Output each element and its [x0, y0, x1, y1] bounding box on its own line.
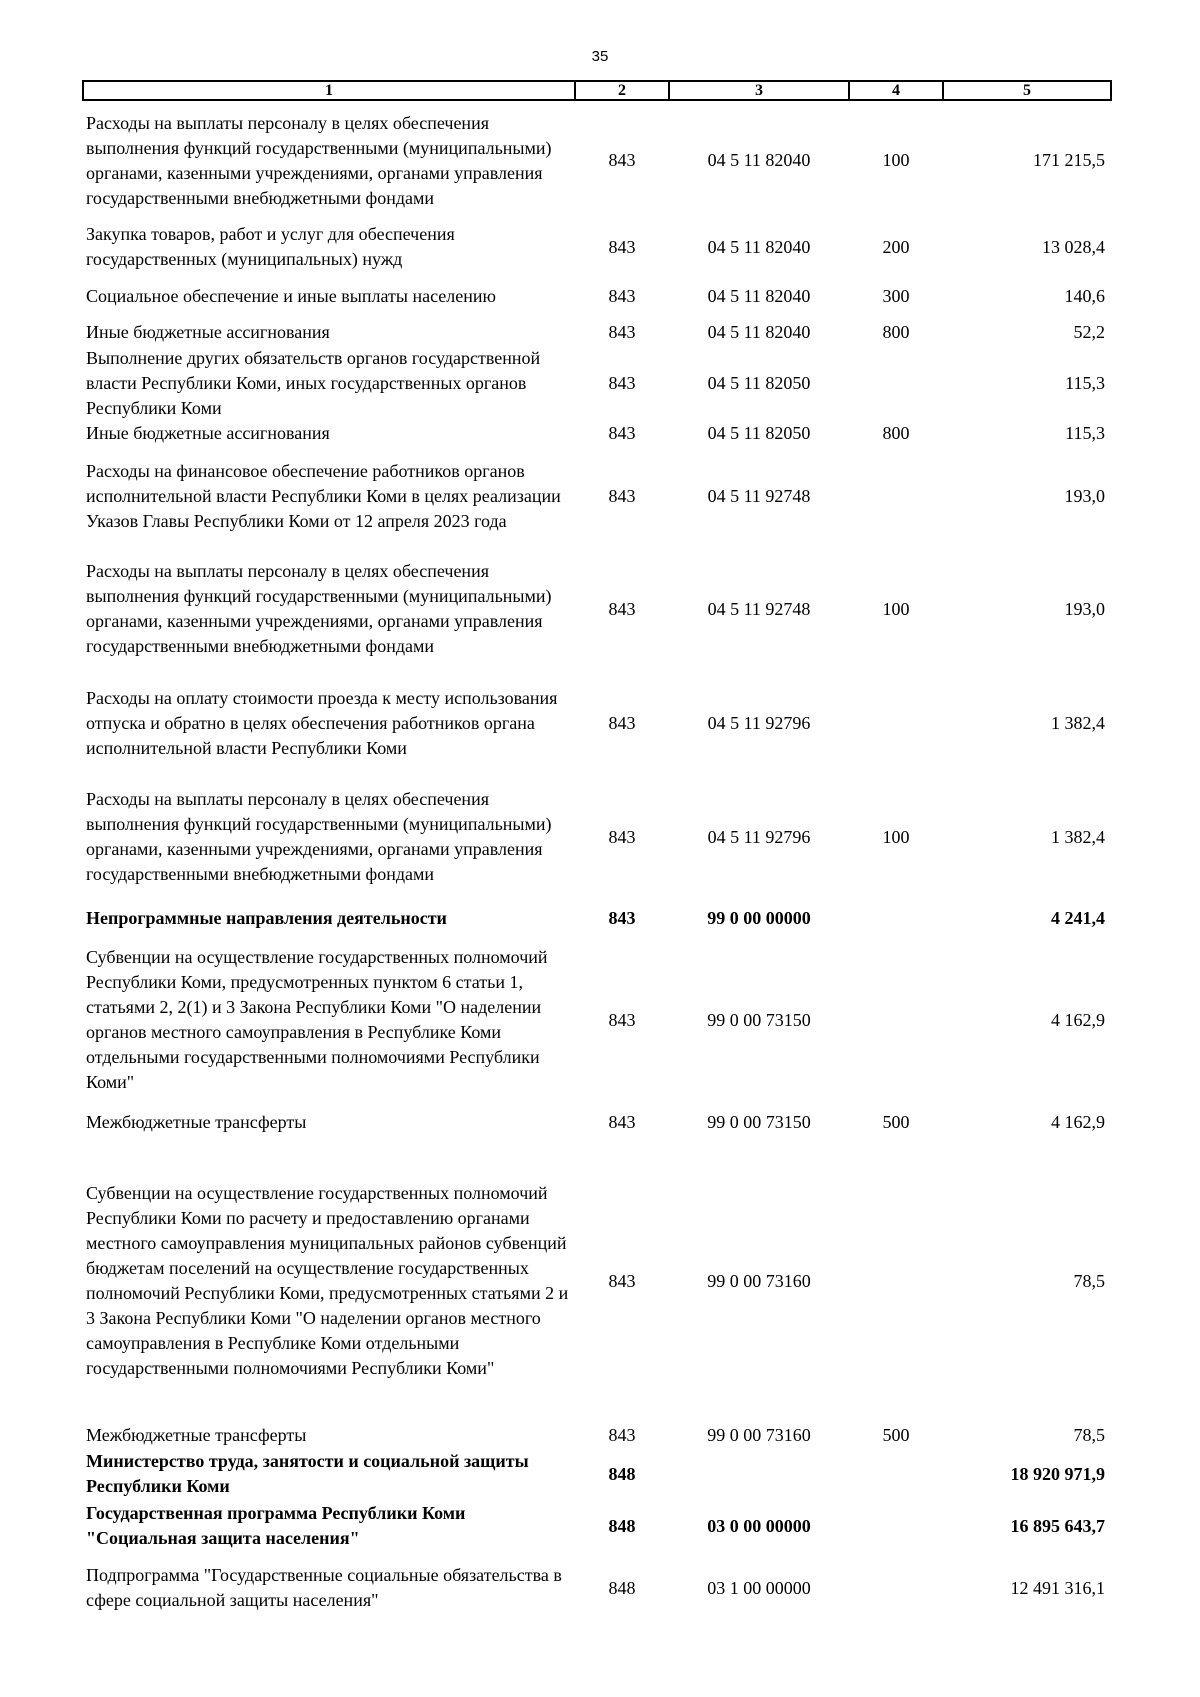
row-code: 843	[608, 1270, 636, 1291]
table-row	[83, 446, 1111, 546]
row-exptype	[849, 446, 943, 546]
row-exptype: 500	[882, 1111, 910, 1132]
row-exptype: 200	[882, 236, 910, 257]
row-target: 04 5 11 92796	[707, 826, 811, 847]
row-exptype: 100	[882, 598, 910, 619]
header-row	[83, 81, 1111, 100]
table-row	[83, 546, 1111, 672]
row-exptype	[849, 1448, 943, 1500]
row-name: Подпрограмма "Государственные социальные обязательства в сфере социальной защиты населения"	[86, 1565, 562, 1610]
row-code: 843	[608, 236, 636, 257]
row-target: 04 5 11 82050	[707, 373, 811, 393]
row-name: Социальное обеспечение и иные выплаты населению	[86, 285, 496, 306]
table-row	[83, 900, 1111, 936]
row-target: 04 5 11 82040	[707, 236, 811, 257]
row-name: Иные бюджетные ассигнования	[86, 321, 330, 342]
row-exptype	[849, 900, 943, 936]
row-amount: 52,2	[1073, 321, 1105, 342]
row-code: 843	[608, 1111, 636, 1132]
table-row	[83, 100, 1111, 220]
table-row	[83, 1448, 1111, 1500]
row-amount: 193,0	[1064, 598, 1105, 619]
row-target: 04 5 11 82040	[707, 285, 811, 306]
row-code: 843	[608, 423, 636, 443]
row-target: 99 0 00 73160	[707, 1270, 811, 1291]
row-amount: 193,0	[1064, 485, 1105, 506]
row-target: 03 0 00 00000	[707, 1515, 811, 1536]
row-name: Выполнение других обязательств органов государственной власти Республики Коми, иных государственных органов Республики Коми	[86, 348, 541, 418]
table-row	[83, 274, 1111, 318]
row-target: 04 5 11 92748	[707, 485, 811, 506]
row-code: 848	[608, 1515, 636, 1536]
table-row	[83, 1104, 1111, 1140]
row-name: Расходы на выплаты персоналу в целях обеспечения выполнения функций государственными (муниципальными) органами, казенными учреждениями, органами управления государственными внебюджетными фондами	[86, 112, 552, 208]
budget-table	[82, 80, 1112, 1624]
row-name: Закупка товаров, работ и услуг для обеспечения государственных (муниципальных) нужд	[86, 224, 455, 269]
row-amount: 12 491 316,1	[1010, 1577, 1105, 1598]
row-name: Межбюджетные трансферты	[86, 1424, 307, 1445]
row-target: 04 5 11 82040	[707, 150, 811, 170]
row-code: 843	[608, 907, 636, 928]
row-code: 843	[608, 373, 636, 393]
row-amount: 115,3	[1065, 373, 1105, 393]
row-name: Иные бюджетные ассигнования	[86, 423, 330, 443]
row-exptype	[849, 346, 943, 421]
row-code: 843	[608, 1424, 636, 1445]
row-amount: 140,6	[1064, 285, 1105, 306]
table-row	[83, 421, 1111, 446]
row-target: 99 0 00 73160	[707, 1424, 811, 1445]
row-name: Расходы на выплаты персоналу в целях обеспечения выполнения функций государственными (муниципальными) органами, казенными учреждениями, органами управления государственными внебюджетными фондами	[86, 561, 552, 656]
row-code: 843	[608, 285, 636, 306]
row-name: Субвенции на осуществление государственных полномочий Республики Коми, предусмотренных пунктом 6 статьи 1, статьями 2, 2(1) и 3 Закона Республики Коми "О наделении органов местного самоуправления в Республике Коми отдельными государственными полномочиями Республики Коми"	[86, 947, 548, 1092]
row-exptype: 800	[882, 423, 910, 443]
row-code: 848	[608, 1577, 636, 1598]
page-number: 35	[591, 48, 609, 65]
row-code: 843	[608, 826, 636, 847]
row-code: 843	[608, 712, 636, 733]
row-code: 843	[608, 1009, 636, 1030]
row-code: 843	[608, 598, 636, 619]
header-col-4: 4	[849, 81, 943, 100]
row-amount: 13 028,4	[1042, 236, 1105, 257]
row-name: Расходы на оплату стоимости проезда к месту использования отпуска и обратно в целях обеспечения работников органа исполнительной власти Республики Коми	[86, 687, 558, 758]
table-row	[83, 1552, 1111, 1624]
row-target: 04 5 11 82040	[707, 321, 811, 342]
row-amount: 16 895 643,7	[1010, 1515, 1105, 1536]
table-row	[83, 220, 1111, 274]
row-exptype	[849, 936, 943, 1104]
row-exptype: 800	[882, 321, 910, 342]
row-amount: 78,5	[1073, 1270, 1105, 1291]
row-code: 848	[608, 1463, 636, 1484]
row-target: 04 5 11 82050	[707, 423, 811, 443]
row-name: Межбюджетные трансферты	[86, 1111, 307, 1132]
row-code: 843	[608, 485, 636, 506]
row-amount: 1 382,4	[1051, 712, 1105, 733]
row-exptype: 300	[882, 285, 910, 306]
header-col-1: 1	[83, 81, 575, 100]
row-name: Расходы на финансовое обеспечение работников органов исполнительной власти Республики Коми в целях реализации Указов Главы Республики Коми от 12 апреля 2023 года	[86, 460, 561, 531]
table-row	[83, 774, 1111, 900]
row-exptype: 500	[882, 1424, 910, 1445]
row-exptype	[849, 1552, 943, 1624]
row-exptype	[849, 1500, 943, 1552]
row-target: 99 0 00 00000	[707, 907, 811, 928]
row-amount: 4 241,4	[1051, 907, 1105, 928]
row-target: 04 5 11 92796	[707, 712, 811, 733]
row-code: 843	[608, 321, 636, 342]
row-name: Министерство труда, занятости и социальной защиты Республики Коми	[86, 1451, 529, 1496]
row-target: 03 1 00 00000	[707, 1577, 811, 1598]
row-target: 99 0 00 73150	[707, 1009, 811, 1030]
header-col-5: 5	[943, 81, 1111, 100]
row-name: Субвенции на осуществление государственных полномочий Республики Коми по расчету и предоставлению органами местного самоуправления муниципальных районов субвенций бюджетам поселений на осуществление государственных полномочий Республики Коми, предусмотренных статьями 2 и 3 Закона Республики Коми "О наделении органов местного самоуправления в Республике Коми отдельными государственными полномочиями Республики Коми"	[86, 1183, 569, 1378]
row-amount: 115,3	[1065, 423, 1105, 443]
table-row	[83, 1140, 1111, 1422]
row-name: Государственная программа Республики Коми "Социальная защита населения"	[86, 1503, 466, 1548]
row-amount: 4 162,9	[1051, 1009, 1105, 1030]
row-exptype: 100	[882, 826, 910, 847]
row-exptype	[849, 1140, 943, 1422]
row-target: 04 5 11 92748	[707, 598, 811, 619]
row-amount: 171 215,5	[1033, 150, 1105, 170]
header-col-2: 2	[575, 81, 669, 100]
header-col-3: 3	[669, 81, 849, 100]
row-amount: 1 382,4	[1051, 826, 1105, 847]
table-row	[83, 672, 1111, 774]
row-amount: 18 920 971,9	[1010, 1463, 1105, 1484]
row-amount: 78,5	[1073, 1424, 1105, 1445]
row-code: 843	[608, 150, 636, 170]
table-row	[83, 1500, 1111, 1552]
table-row	[83, 1422, 1111, 1448]
table-row	[83, 936, 1111, 1104]
row-name: Расходы на выплаты персоналу в целях обеспечения выполнения функций государственными (муниципальными) органами, казенными учреждениями, органами управления государственными внебюджетными фондами	[86, 789, 552, 884]
row-exptype	[849, 672, 943, 774]
row-name: Непрограммные направления деятельности	[86, 907, 447, 928]
row-target	[669, 1448, 849, 1500]
row-amount: 4 162,9	[1051, 1111, 1105, 1132]
table-row	[83, 318, 1111, 346]
table-row	[83, 346, 1111, 421]
row-exptype: 100	[882, 150, 910, 170]
row-target: 99 0 00 73150	[707, 1111, 811, 1132]
